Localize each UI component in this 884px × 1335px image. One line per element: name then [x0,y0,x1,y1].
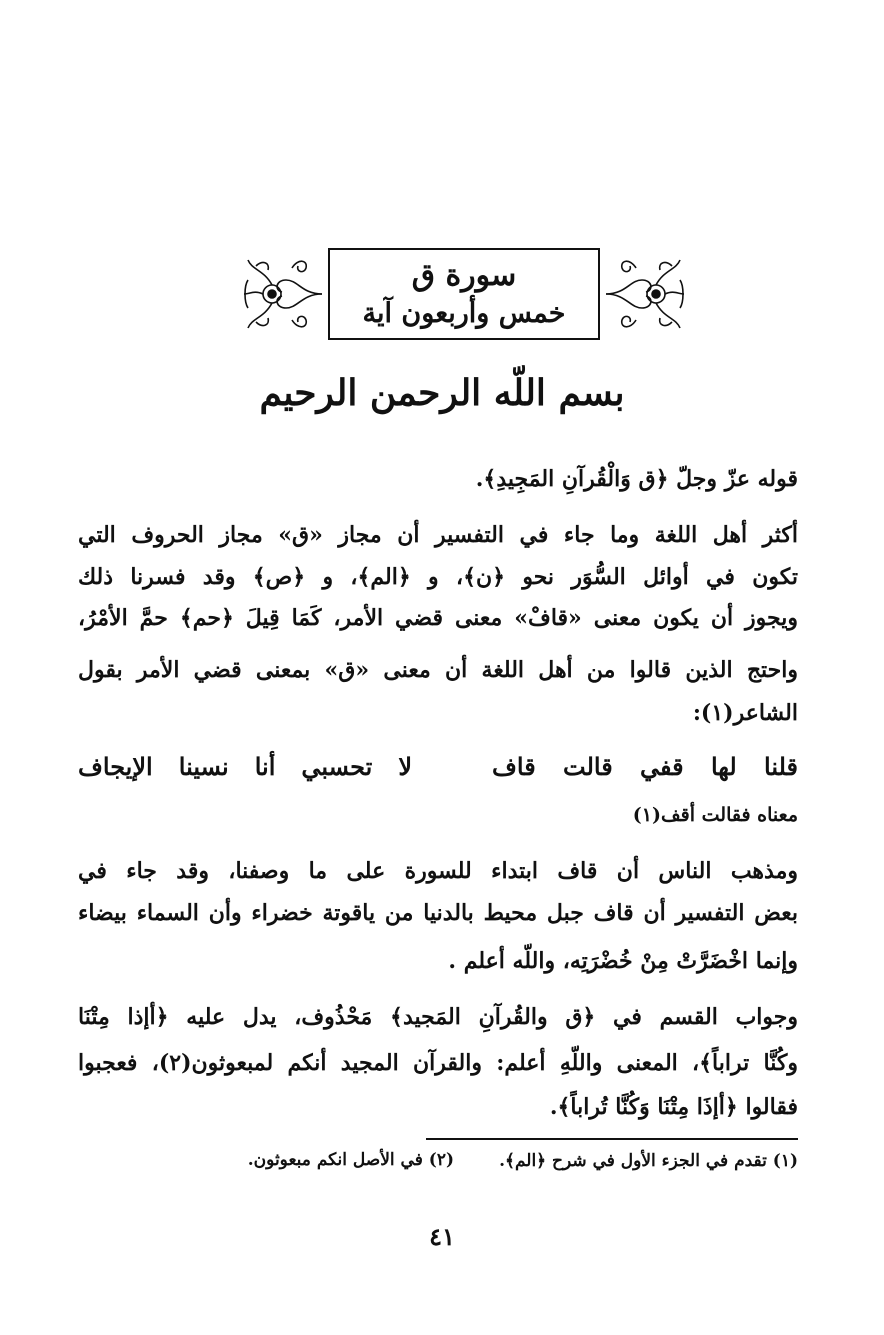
paragraph-line: أكثر أهل اللغة وما جاء في التفسير أن مجاز «ق» مجاز الحروف التي [78,522,798,548]
footnote-1: (١) تقدم في الجزء الأول في شرح ﴿الم﴾. [499,1151,798,1171]
paragraph-line: وجواب القسم في ﴿ق والقُرآنِ المَجيد﴾ مَحْذُوف، يدل عليه ﴿أإذا مِتْنَا [78,1004,798,1030]
paragraph-line: فقالوا ﴿أإذَا مِتْنَا وَكُنَّا تُراباً﴾. [549,1094,798,1120]
paragraph-line: ومذهب الناس أن قاف ابتداء للسورة على ما وصفنا، وقد جاء في [78,858,798,884]
paragraph-line: ويجوز أن يكون معنى «قافْ» معنى قضي الأمر، كَمَا قِيلَ ﴿حم﴾ حمَّ الأمْرُ، [78,605,798,631]
paragraph-line: واحتج الذين قالوا من أهل اللغة أن معنى «ق» بمعنى قضي الأمر بقول [78,657,798,683]
page-number: ٤١ [429,1222,455,1251]
verse-gloss: معناه فقالت أقف(١) [632,804,798,826]
basmala: بسم اللّه الرحمن الرحيم [259,372,625,414]
footnote-2: (٢) في الأصل انكم مبعوثون. [247,1150,454,1170]
paragraph-line: تكون في أوائل السُّوَر نحو ﴿ن﴾، و ﴿الم﴾، و ﴿ص﴾ وقد فسرنا ذلك [78,564,798,590]
surah-title: سورة ق [411,258,517,293]
paragraph-line: بعض التفسير أن قاف جبل محيط بالدنيا من ياقوتة خضراء وأن السماء بيضاء [78,900,798,926]
verse-first-hemistich: قلنا لها قفي قالت قاف [492,752,798,781]
poetry-verse [78,752,798,792]
verse-second-hemistich: لا تحسبي أنا نسينا الإيجاف [78,752,412,781]
paragraph-line: الشاعر(١): [692,700,798,726]
verse-count: خمس وأربعون آية [362,298,566,329]
opening-verse-line: قوله عزّ وجلّ ﴿ق وَالْقُرآنِ المَجِيدِ﴾. [475,466,798,492]
surah-header-cartouche [242,246,686,342]
paragraph-line: وكُنَّا تراباً﴾، المعنى واللّهِ أعلم: والقرآن المجيد أنكم لمبعوثون(٢)، فعجبوا [78,1050,798,1076]
floral-ornament-icon [604,250,686,338]
footnote-rule [426,1138,798,1140]
paragraph-line: وإنما اخْضَرَّتْ مِنْ خُضْرَتِه، واللّه أعلم . [448,948,798,974]
